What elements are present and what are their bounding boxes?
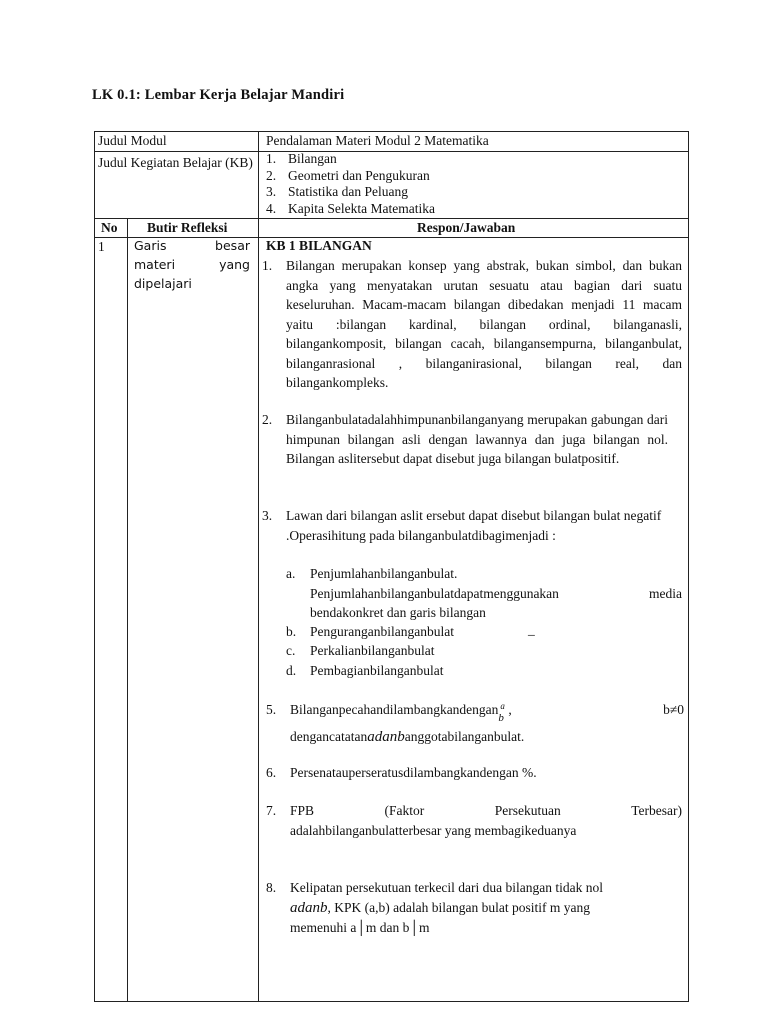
paragraph-6: 6. Persenatauperseratusdilambangkandengan %. — [266, 765, 537, 780]
kb-list — [266, 151, 435, 217]
judul-modul-label: Judul Modul — [98, 133, 167, 148]
page-title: LK 0.1: Lembar Kerja Belajar Mandiri — [92, 87, 345, 103]
butir-refleksi: Garis besar materi yang dipelajari — [134, 238, 250, 291]
kb-label: Judul Kegiatan Belajar (KB) — [98, 155, 253, 170]
operation-b: b. Penguranganbilanganbulat _ — [286, 622, 535, 639]
operation-a: a. Penjumlahanbilanganbulat. Penjumlahanbilanganbulatdapatmenggunakan media bendakonkret dan garis bilangan — [286, 566, 682, 620]
paragraph-8: 8. Kelipatan persekutuan terkecil dari dua bilangan tidak nol adanb, KPK (a,b) adalah bilangan bulat positif m yang memenuhi a│m dan b│m — [266, 880, 604, 935]
paragraph-1: 1. Bilangan merupakan konsep yang abstrak, bukan simbol, dan bukan angka yang menyatakan urutan sesuatu atau bagian dari suatu keseluruhan. Macam-macam bilangan dibedakan menjadi 11 macam yaitu :bilangan kardinal, bilangan ordinal, bilanganasli, bilangankomposit, bilangan cacah, bilangansempurna, bilanganbulat, bilanganrasional , bilanganirasional, bilangan real, dan bilangankompleks. — [262, 258, 682, 390]
row-number: 1 — [98, 239, 105, 254]
table-divider — [258, 131, 259, 1002]
table-divider — [127, 218, 128, 1002]
list-item: 2. Geometri dan Pengukuran — [266, 167, 430, 183]
paragraph-5: 5. Bilanganpecahandilambangkandengan a b , b≠0 dengancatatanadanbanggotabilanganbulat. — [266, 701, 684, 745]
judul-modul-value: Pendalaman Materi Modul 2 Matematika — [266, 133, 489, 148]
list-item: 1. Bilangan — [266, 151, 337, 166]
col-respon-header: Respon/Jawaban — [417, 220, 516, 235]
operation-d: d. Pembagianbilanganbulat — [286, 663, 444, 678]
col-no-header: No — [101, 220, 118, 235]
kb-heading: KB 1 BILANGAN — [266, 238, 372, 253]
operation-c: c. Perkalianbilanganbulat — [286, 643, 435, 658]
paragraph-3: 3. Lawan dari bilangan aslit ersebut dapat disebut bilangan bulat negatif .Operasihitung pada bilanganbulatdibagimenjadi : — [262, 508, 662, 543]
list-item: 3. Statistika dan Peluang — [266, 184, 408, 199]
fraction-a-over-b: a b — [498, 701, 505, 724]
paragraph-7: 7. FPB (Faktor Persekutuan Terbesar) adalahbilanganbulatterbesar yang membagikeduanya — [266, 803, 682, 838]
list-item: 4. Kapita Selekta Matematika — [266, 200, 435, 216]
col-butir-header: Butir Refleksi — [147, 220, 228, 235]
paragraph-2: 2. Bilanganbulatadalahhimpunanbilanganyang merupakan gabungan dari himpunan bilangan asli dengan lawannya dan juga bilangan nol. Bilangan aslitersebut dapat disebut juga bilangan bulatpositif. — [262, 412, 668, 466]
